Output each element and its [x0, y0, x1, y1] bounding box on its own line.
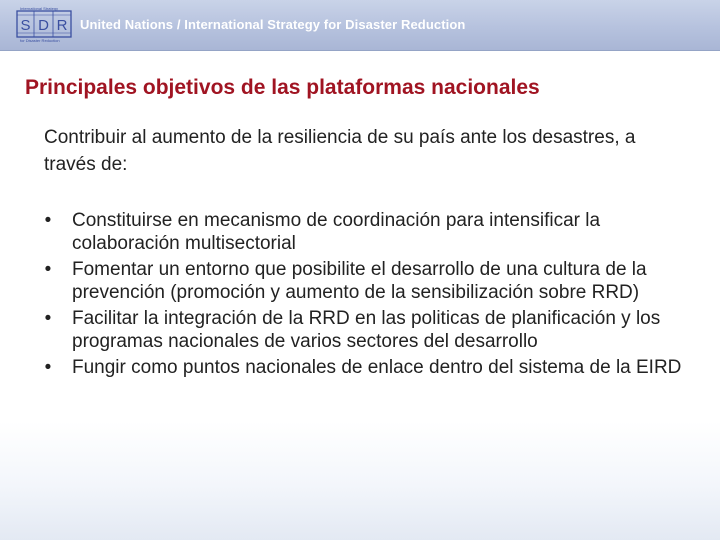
svg-text:D: D [38, 17, 49, 34]
bullet-icon: • [44, 259, 52, 280]
isdr-logo [16, 5, 72, 43]
objectives-list [38, 210, 688, 384]
svg-text:R: R [56, 17, 68, 34]
svg-text:S: S [20, 17, 31, 34]
list-item-text: Facilitar la integración de la RRD en las politicas de planificación y los programas nacionales de varios sectores del desarrollo [72, 308, 661, 352]
header-bar [0, 0, 720, 51]
list-item [38, 357, 688, 380]
list-item-text: Constituirse en mecanismo de coordinación para intensificar la colaboración multisectorial [72, 210, 601, 254]
svg-text:for Disaster Reduction: for Disaster Reduction [20, 38, 60, 43]
bullet-icon: • [44, 308, 52, 329]
slide-title: Principales objetivos de las plataformas nacionales [25, 76, 540, 99]
list-item-text: Fungir como puntos nacionales de enlace dentro del sistema de la EIRD [72, 357, 682, 378]
list-item-text: Fomentar un entorno que posibilite el desarrollo de una cultura de la prevención (promoción y aumento de la sensibilización sobre RRD) [72, 259, 647, 303]
list-item [38, 308, 688, 353]
bullet-icon: • [44, 210, 52, 231]
svg-text:International Strategy: International Strategy [20, 6, 59, 11]
organization-title: United Nations / International Strategy for Disaster Reduction [80, 17, 466, 32]
intro-text: Contribuir al aumento de la resiliencia de su país ante los desastres, a través de: [44, 127, 636, 175]
bullet-icon: • [44, 357, 52, 378]
list-item [38, 259, 688, 304]
list-item [38, 210, 688, 255]
